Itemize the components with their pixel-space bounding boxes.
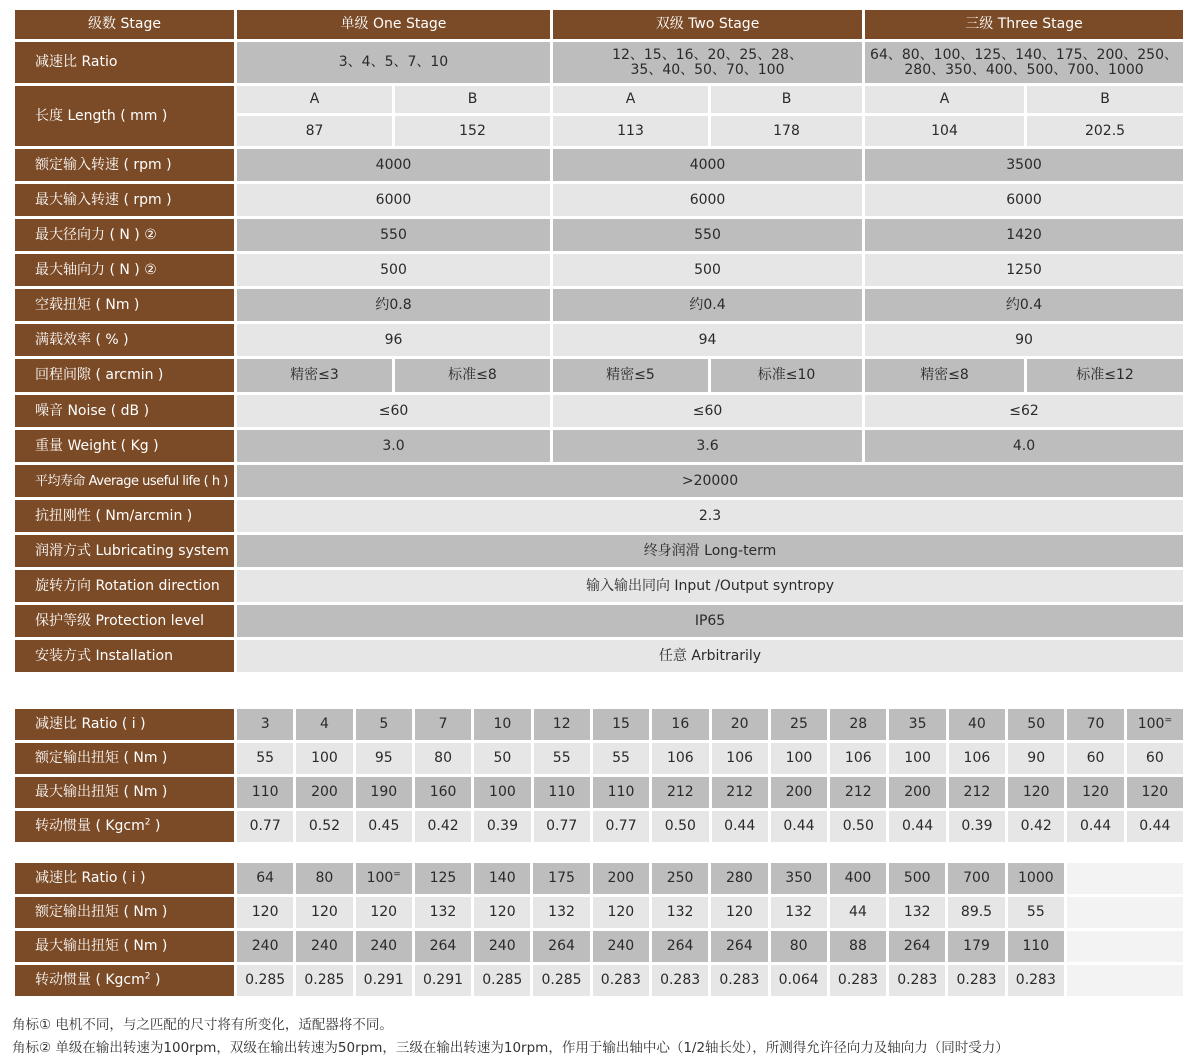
ratio-cell: 400 bbox=[830, 863, 886, 894]
rated-torque-cell: 106 bbox=[830, 743, 886, 774]
max-torque-cell: 190 bbox=[356, 777, 412, 808]
three-stage-ratio-table bbox=[15, 860, 1183, 999]
max-output-torque-label: 最大输出扭矩 ( Nm ) bbox=[15, 931, 234, 962]
life-label: 平均寿命 Average useful life ( h ) bbox=[15, 465, 234, 497]
inertia-cell: 0.50 bbox=[830, 811, 886, 842]
ratio-cell: 40 bbox=[949, 709, 1005, 740]
inertia-cell: 0.77 bbox=[534, 811, 590, 842]
ratio-cell: 125 bbox=[415, 863, 471, 894]
ratio-cell: 200 bbox=[593, 863, 649, 894]
length-head: A bbox=[237, 86, 392, 113]
inertia-cell: 0.52 bbox=[296, 811, 352, 842]
length-value: 104 bbox=[865, 116, 1024, 146]
lubrication-value: 终身润滑 Long-term bbox=[237, 535, 1183, 567]
ratio-one-stage: 3、4、5、7、10 bbox=[237, 42, 550, 83]
max-torque-cell: 240 bbox=[593, 931, 649, 962]
rated-torque-cell: 100 bbox=[771, 743, 827, 774]
ratio-cell: 175 bbox=[533, 863, 589, 894]
max-input-speed-label: 最大输入转速 ( rpm ) bbox=[15, 184, 234, 216]
efficiency-two: 94 bbox=[553, 324, 862, 356]
rated-torque-cell: 55 bbox=[534, 743, 590, 774]
max-radial-force-two: 550 bbox=[553, 219, 862, 251]
ratio-cell: 70 bbox=[1067, 709, 1123, 740]
rated-torque-cell: 120 bbox=[237, 897, 293, 928]
protection-value: IP65 bbox=[237, 605, 1183, 637]
length-head: A bbox=[553, 86, 708, 113]
max-torque-cell: 212 bbox=[830, 777, 886, 808]
spec-table bbox=[15, 7, 1183, 675]
rated-torque-cell: 120 bbox=[474, 897, 530, 928]
max-torque-cell: 200 bbox=[889, 777, 945, 808]
efficiency-three: 90 bbox=[865, 324, 1183, 356]
noise-two: ≤60 bbox=[553, 395, 862, 427]
inertia-cell: 0.45 bbox=[356, 811, 412, 842]
length-value: 113 bbox=[553, 116, 708, 146]
ratio-cell: 12 bbox=[534, 709, 590, 740]
max-torque-cell: 110 bbox=[237, 777, 293, 808]
efficiency-label: 满载效率 ( % ) bbox=[15, 324, 234, 356]
ratio-cell: 100= bbox=[1127, 709, 1183, 740]
inertia-label: 转动惯量 ( Kgcm$^2$ ) bbox=[15, 965, 234, 996]
max-torque-cell: 212 bbox=[652, 777, 708, 808]
inertia-cell: 0.064 bbox=[771, 965, 827, 996]
ratio-cell: 4 bbox=[296, 709, 352, 740]
rotation-label: 旋转方向 Rotation direction bbox=[15, 570, 234, 602]
ratio-cell: 250 bbox=[652, 863, 708, 894]
ratio-cell bbox=[1067, 863, 1183, 894]
max-axial-force-three: 1250 bbox=[865, 254, 1183, 286]
inertia-cell: 0.44 bbox=[889, 811, 945, 842]
ratio-footnote-mark: = bbox=[1164, 715, 1172, 726]
max-torque-cell bbox=[1067, 931, 1183, 962]
ratio-cell: 1000 bbox=[1008, 863, 1064, 894]
rated-torque-cell: 120 bbox=[296, 897, 352, 928]
stiffness-value: 2.3 bbox=[237, 500, 1183, 532]
footnotes bbox=[12, 1014, 1009, 1060]
max-output-torque-label: 最大输出扭矩 ( Nm ) bbox=[15, 777, 234, 808]
ratio-cell: 10 bbox=[474, 709, 530, 740]
inertia-cell: 0.291 bbox=[415, 965, 471, 996]
rated-output-torque-label: 额定输出扭矩 ( Nm ) bbox=[15, 743, 234, 774]
ratio-cell: 500 bbox=[889, 863, 945, 894]
inertia-cell: 0.77 bbox=[237, 811, 293, 842]
ratio-cell: 35 bbox=[889, 709, 945, 740]
length-value: 152 bbox=[395, 116, 550, 146]
rated-torque-cell: 55 bbox=[1008, 897, 1064, 928]
max-torque-cell: 200 bbox=[296, 777, 352, 808]
rotation-value: 输入输出同向 Input /Output syntropy bbox=[237, 570, 1183, 602]
rated-torque-cell: 55 bbox=[237, 743, 293, 774]
inertia-cell: 0.291 bbox=[356, 965, 412, 996]
two-stage-header: 双级 Two Stage bbox=[553, 10, 862, 39]
ratio-cell: 64 bbox=[237, 863, 293, 894]
max-radial-force-three: 1420 bbox=[865, 219, 1183, 251]
max-torque-cell: 120 bbox=[1067, 777, 1123, 808]
max-radial-force-label: 最大径向力 ( N ) ② bbox=[15, 219, 234, 251]
no-load-torque-two: 约0.4 bbox=[553, 289, 862, 321]
length-value: 202.5 bbox=[1027, 116, 1183, 146]
length-head: B bbox=[1027, 86, 1183, 113]
length-head: B bbox=[711, 86, 862, 113]
max-radial-force-one: 550 bbox=[237, 219, 550, 251]
rated-torque-cell: 44 bbox=[830, 897, 886, 928]
max-axial-force-one: 500 bbox=[237, 254, 550, 286]
one-stage-header: 单级 One Stage bbox=[237, 10, 550, 39]
length-head: B bbox=[395, 86, 550, 113]
max-axial-force-two: 500 bbox=[553, 254, 862, 286]
max-torque-cell: 160 bbox=[415, 777, 471, 808]
efficiency-one: 96 bbox=[237, 324, 550, 356]
inertia-cell: 0.285 bbox=[533, 965, 589, 996]
rated-torque-cell: 120 bbox=[711, 897, 767, 928]
ratio-cell: 50 bbox=[1008, 709, 1064, 740]
max-torque-cell: 179 bbox=[948, 931, 1004, 962]
inertia-cell: 0.283 bbox=[593, 965, 649, 996]
inertia-cell: 0.44 bbox=[1067, 811, 1123, 842]
rated-input-speed-one: 4000 bbox=[237, 149, 550, 181]
no-load-torque-three: 约0.4 bbox=[865, 289, 1183, 321]
length-head: A bbox=[865, 86, 1024, 113]
ratio-i-label: 减速比 Ratio ( i ) bbox=[15, 863, 234, 894]
installation-value: 任意 Arbitrarily bbox=[237, 640, 1183, 672]
max-torque-cell: 120 bbox=[1127, 777, 1183, 808]
inertia-cell: 0.285 bbox=[474, 965, 530, 996]
inertia-cell: 0.285 bbox=[296, 965, 352, 996]
ratio-cell: 140 bbox=[474, 863, 530, 894]
weight-three: 4.0 bbox=[865, 430, 1183, 462]
footnote-2: 角标② 单级在输出转速为100rpm，双级在输出转速为50rpm，三级在输出转速为10rpm，作用于输出轴中心（1/2轴长处），所测得允许径向力及轴向力（同时受力） bbox=[12, 1040, 1009, 1056]
rated-torque-cell: 106 bbox=[712, 743, 768, 774]
max-input-speed-one: 6000 bbox=[237, 184, 550, 216]
max-torque-cell: 212 bbox=[712, 777, 768, 808]
protection-label: 保护等级 Protection level bbox=[15, 605, 234, 637]
max-torque-cell: 120 bbox=[1008, 777, 1064, 808]
max-torque-cell: 264 bbox=[415, 931, 471, 962]
rated-torque-cell: 60 bbox=[1127, 743, 1183, 774]
ratio-footnote-mark: = bbox=[393, 869, 401, 880]
max-torque-cell: 110 bbox=[593, 777, 649, 808]
inertia-cell: 0.39 bbox=[949, 811, 1005, 842]
max-torque-cell: 88 bbox=[830, 931, 886, 962]
ratio-cell: 7 bbox=[415, 709, 471, 740]
max-torque-cell: 264 bbox=[889, 931, 945, 962]
ratio-cell: 15 bbox=[593, 709, 649, 740]
ratio-cell: 100= bbox=[356, 863, 412, 894]
rated-torque-cell: 100 bbox=[296, 743, 352, 774]
ratio-cell: 16 bbox=[652, 709, 708, 740]
noise-three: ≤62 bbox=[865, 395, 1183, 427]
rated-torque-cell: 132 bbox=[652, 897, 708, 928]
max-torque-cell: 110 bbox=[1008, 931, 1064, 962]
max-torque-cell: 100 bbox=[474, 777, 530, 808]
rated-input-speed-label: 额定输入转速 ( rpm ) bbox=[15, 149, 234, 181]
life-value: >20000 bbox=[237, 465, 1183, 497]
inertia-cell: 0.283 bbox=[1008, 965, 1064, 996]
backlash-value: 标准≤12 bbox=[1027, 359, 1183, 392]
rated-torque-cell: 106 bbox=[652, 743, 708, 774]
max-torque-cell: 240 bbox=[237, 931, 293, 962]
rated-torque-cell: 100 bbox=[889, 743, 945, 774]
rated-torque-cell: 132 bbox=[533, 897, 589, 928]
three-stage-header: 三级 Three Stage bbox=[865, 10, 1183, 39]
inertia-cell: 0.77 bbox=[593, 811, 649, 842]
rated-input-speed-two: 4000 bbox=[553, 149, 862, 181]
backlash-label: 回程间隙 ( arcmin ) bbox=[15, 359, 234, 392]
backlash-value: 标准≤8 bbox=[395, 359, 550, 392]
ratio-cell: 20 bbox=[712, 709, 768, 740]
two-stage-ratio-table bbox=[15, 706, 1183, 845]
max-torque-cell: 240 bbox=[296, 931, 352, 962]
rated-torque-cell bbox=[1067, 897, 1183, 928]
inertia-cell: 0.42 bbox=[1008, 811, 1064, 842]
rated-torque-cell: 95 bbox=[356, 743, 412, 774]
rated-torque-cell: 60 bbox=[1067, 743, 1123, 774]
stage-header: 级数 Stage bbox=[15, 10, 234, 39]
rated-torque-cell: 80 bbox=[415, 743, 471, 774]
inertia-cell: 0.42 bbox=[415, 811, 471, 842]
ratio-three-stage: 64、80、100、125、140、175、200、250、 280、350、400、500、700、1000 bbox=[865, 42, 1183, 83]
ratio-two-stage: 12、15、16、20、25、28、 35、40、50、70、100 bbox=[553, 42, 862, 83]
installation-label: 安装方式 Installation bbox=[15, 640, 234, 672]
lubrication-label: 润滑方式 Lubricating system bbox=[15, 535, 234, 567]
rated-torque-cell: 132 bbox=[771, 897, 827, 928]
length-label: 长度 Length ( mm ) bbox=[15, 86, 234, 146]
inertia-label: 转动惯量 ( Kgcm$^2$ ) bbox=[15, 811, 234, 842]
ratio-label: 减速比 Ratio bbox=[15, 42, 234, 83]
inertia-cell: 0.283 bbox=[948, 965, 1004, 996]
max-axial-force-label: 最大轴向力 ( N ) ② bbox=[15, 254, 234, 286]
inertia-cell: 0.283 bbox=[889, 965, 945, 996]
rated-output-torque-label: 额定输出扭矩 ( Nm ) bbox=[15, 897, 234, 928]
noise-one: ≤60 bbox=[237, 395, 550, 427]
backlash-value: 精密≤3 bbox=[237, 359, 392, 392]
length-value: 178 bbox=[711, 116, 862, 146]
ratio-cell: 700 bbox=[948, 863, 1004, 894]
length-value: 87 bbox=[237, 116, 392, 146]
max-torque-cell: 264 bbox=[533, 931, 589, 962]
weight-one: 3.0 bbox=[237, 430, 550, 462]
no-load-torque-label: 空载扭矩 ( Nm ) bbox=[15, 289, 234, 321]
ratio-cell: 25 bbox=[771, 709, 827, 740]
backlash-value: 标准≤10 bbox=[711, 359, 862, 392]
rated-torque-cell: 50 bbox=[474, 743, 530, 774]
inertia-cell: 0.283 bbox=[830, 965, 886, 996]
ratio-cell: 280 bbox=[711, 863, 767, 894]
inertia-cell: 0.283 bbox=[711, 965, 767, 996]
max-torque-cell: 80 bbox=[771, 931, 827, 962]
weight-label: 重量 Weight ( Kg ) bbox=[15, 430, 234, 462]
max-torque-cell: 240 bbox=[356, 931, 412, 962]
backlash-value: 精密≤8 bbox=[865, 359, 1024, 392]
inertia-cell: 0.285 bbox=[237, 965, 293, 996]
ratio-cell: 28 bbox=[830, 709, 886, 740]
max-torque-cell: 240 bbox=[474, 931, 530, 962]
inertia-cell: 0.50 bbox=[652, 811, 708, 842]
ratio-i-label: 减速比 Ratio ( i ) bbox=[15, 709, 234, 740]
footnote-1: 角标① 电机不同，与之匹配的尺寸将有所变化，适配器将不同。 bbox=[12, 1017, 393, 1033]
max-input-speed-two: 6000 bbox=[553, 184, 862, 216]
stiffness-label: 抗扭刚性 ( Nm/arcmin ) bbox=[15, 500, 234, 532]
ratio-cell: 80 bbox=[296, 863, 352, 894]
weight-two: 3.6 bbox=[553, 430, 862, 462]
inertia-cell: 0.44 bbox=[712, 811, 768, 842]
max-torque-cell: 110 bbox=[534, 777, 590, 808]
max-torque-cell: 264 bbox=[652, 931, 708, 962]
inertia-cell: 0.44 bbox=[771, 811, 827, 842]
max-torque-cell: 212 bbox=[949, 777, 1005, 808]
inertia-cell: 0.44 bbox=[1127, 811, 1183, 842]
rated-torque-cell: 89.5 bbox=[948, 897, 1004, 928]
rated-input-speed-three: 3500 bbox=[865, 149, 1183, 181]
max-input-speed-three: 6000 bbox=[865, 184, 1183, 216]
noise-label: 噪音 Noise ( dB ) bbox=[15, 395, 234, 427]
rated-torque-cell: 90 bbox=[1008, 743, 1064, 774]
max-torque-cell: 200 bbox=[771, 777, 827, 808]
rated-torque-cell: 55 bbox=[593, 743, 649, 774]
rated-torque-cell: 120 bbox=[593, 897, 649, 928]
no-load-torque-one: 约0.8 bbox=[237, 289, 550, 321]
rated-torque-cell: 120 bbox=[356, 897, 412, 928]
rated-torque-cell: 132 bbox=[889, 897, 945, 928]
backlash-value: 精密≤5 bbox=[553, 359, 708, 392]
inertia-cell bbox=[1067, 965, 1183, 996]
ratio-cell: 5 bbox=[356, 709, 412, 740]
ratio-cell: 350 bbox=[771, 863, 827, 894]
rated-torque-cell: 132 bbox=[415, 897, 471, 928]
ratio-cell: 3 bbox=[237, 709, 293, 740]
max-torque-cell: 264 bbox=[711, 931, 767, 962]
inertia-cell: 0.283 bbox=[652, 965, 708, 996]
rated-torque-cell: 106 bbox=[949, 743, 1005, 774]
inertia-cell: 0.39 bbox=[474, 811, 530, 842]
